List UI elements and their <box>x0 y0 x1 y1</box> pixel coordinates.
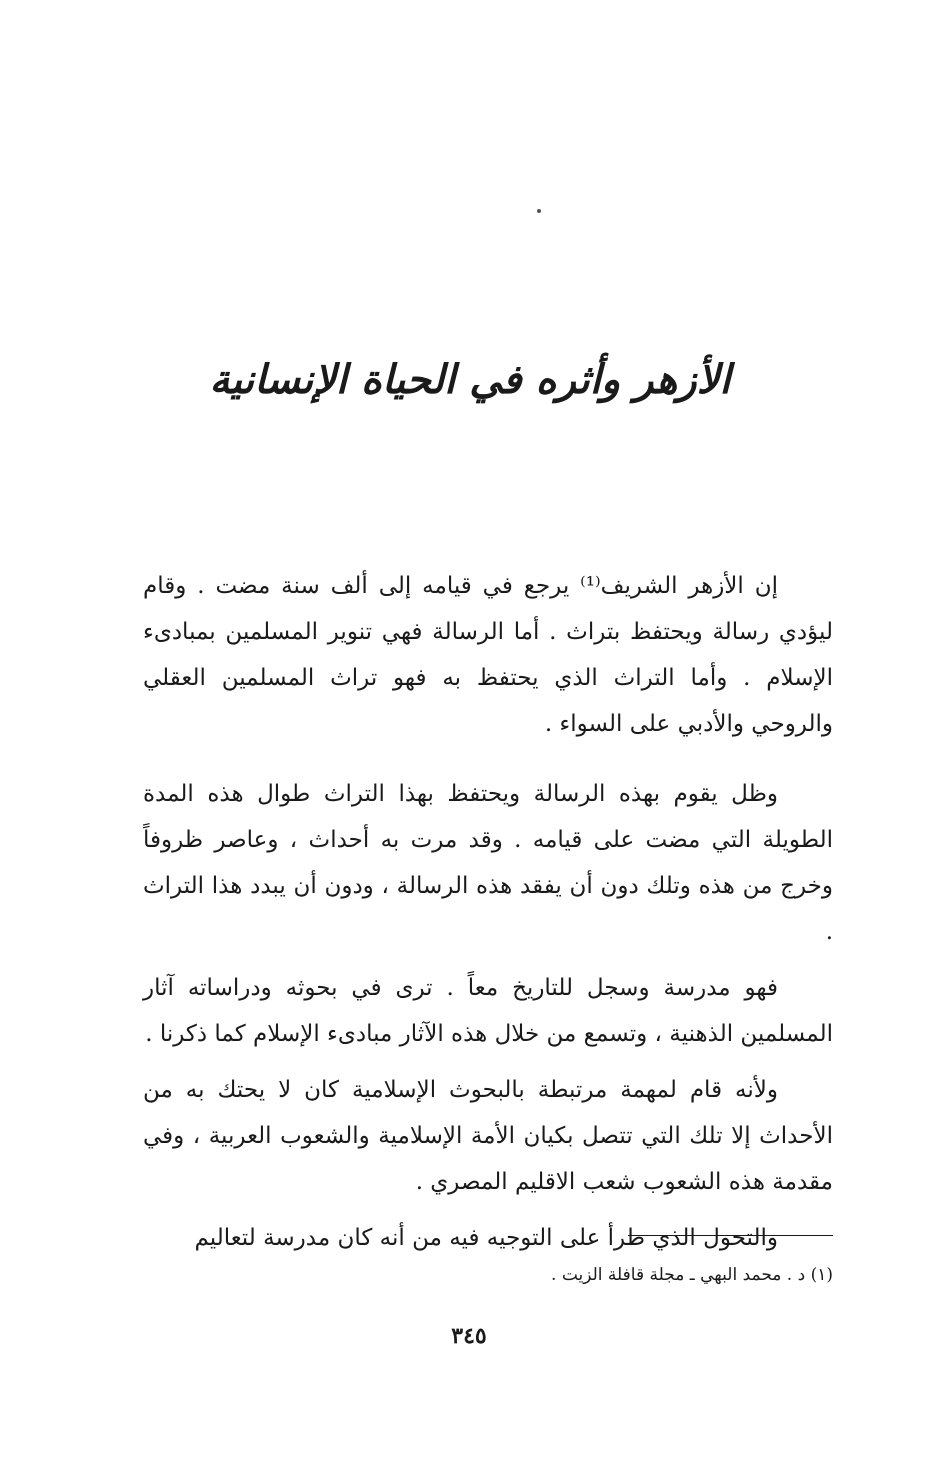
paragraph-3: فهو مدرسة وسجل للتاريخ معاً . ترى في بحوثه ودراساته آثار المسلمين الذهنية ، وتسمع من خلال هذه الآثار مبادىء الإسلام كما ذكرنا . <box>143 975 833 1047</box>
scan-speck <box>537 209 541 213</box>
footnote-divider <box>628 1235 833 1236</box>
paragraph-4: ولأنه قام لمهمة مرتبطة بالبحوث الإسلامية كان لا يحتك به من الأحداث إلا تلك التي تتصل بكيان الأمة الإسلامية والشعوب العربية ، وفي مقدمة هذه الشعوب شعب الاقليم المصري . <box>143 1077 833 1195</box>
footnote: (١) د . محمد البهي ـ مجلة قافلة الزيت . <box>551 1265 833 1285</box>
page-number: ٣٤٥ <box>451 1323 487 1349</box>
body-text <box>143 563 833 1261</box>
paragraph-5: والتحول الذي طرأ على التوجيه فيه من أنه كان مدرسة لتعاليم <box>194 1225 778 1251</box>
chapter-title: الأزهر وأثره في الحياة الإنسانية <box>209 357 731 403</box>
paragraph-2: وظل يقوم بهذه الرسالة ويحتفظ بهذا التراث طوال هذه المدة الطويلة التي مضت على قيامه . وقد مرت به أحداث ، وعاصر ظروفاً وخرج من هذه وتلك دون أن يفقد هذه الرسالة ، ودون أن يبدد هذا التراث . <box>143 781 833 945</box>
paragraph-1: إن الأزهر الشريف⁽¹⁾ يرجع في قيامه إلى ألف سنة مضت . وقام ليؤدي رسالة ويحتفظ بتراث . أما الرسالة فهي تنوير المسلمين بمبادىء الإسلام . وأما التراث الذي يحتفظ به فهو تراث المسلمين العقلي والروحي والأدبي على السواء . <box>143 573 833 737</box>
